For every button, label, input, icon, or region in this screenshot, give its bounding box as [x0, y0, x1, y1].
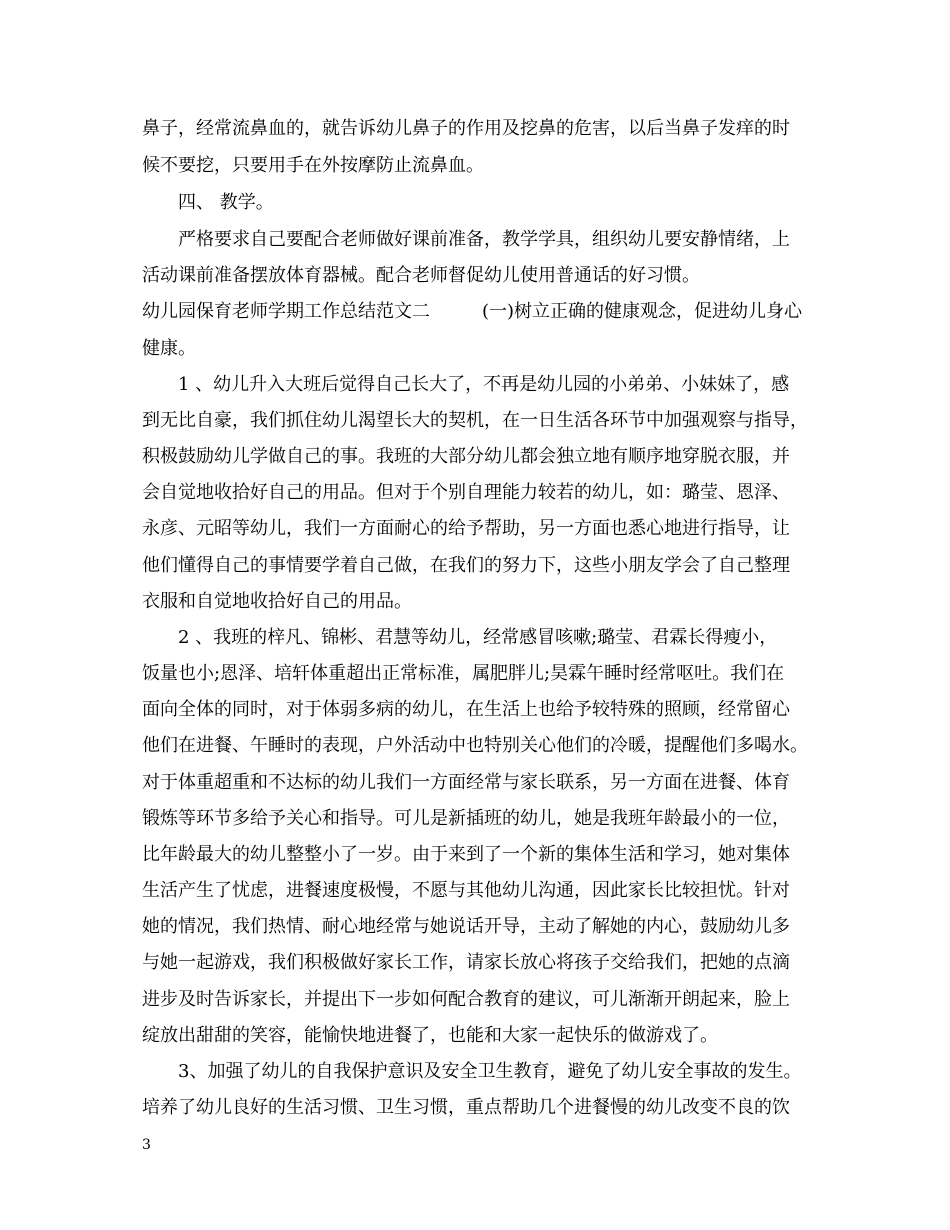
text-line: 生活产生了忧虑，进餐速度极慢，不愿与其他幼儿沟通，因此家长比较担忧。针对 — [142, 880, 790, 901]
text-line: 候不要挖，只要用手在外按摩防止流鼻血。 — [142, 155, 484, 176]
section-heading-health: (一)树立正确的健康观念，促进幼儿身心 — [482, 301, 803, 322]
text-line: 积极鼓励幼儿学做自己的事。我班的大部分幼儿都会独立地有顺序地穿脱衣服，并 — [142, 446, 790, 467]
text-line: 培养了幼儿良好的生活习惯、卫生习惯，重点帮助几个进餐慢的幼儿改变不良的饮 — [142, 1097, 790, 1118]
section-heading-teaching: 四、 教学。 — [178, 192, 274, 213]
paragraph-start: 1 、幼儿升入大班后觉得自己长大了，不再是幼儿园的小弟弟、小妹妹了，感 — [178, 374, 790, 395]
text-line: 绽放出甜甜的笑容，能愉快地进餐了，也能和大家一起快乐的做游戏了。 — [142, 1025, 718, 1046]
text-line: 他们懂得自己的事情要学着自己做，在我们的努力下，这些小朋友学会了自己整理 — [142, 555, 790, 576]
page-number: 3 — [142, 1137, 151, 1153]
text-line: 到无比自豪，我们抓住幼儿渴望长大的契机，在一日生活各环节中加强观察与指导， — [142, 410, 808, 431]
paragraph-start: 严格要求自己要配合老师做好课前准备，教学学具，组织幼儿要安静情绪，上 — [178, 229, 790, 250]
text-line: 鼻子，经常流鼻血的，就告诉幼儿鼻子的作用及挖鼻的危害，以后当鼻子发痒的时 — [142, 118, 790, 139]
text-line: 永彦、元昭等幼儿，我们一方面耐心的给予帮助，另一方面也悉心地进行指导，让 — [142, 518, 790, 539]
article-title: 幼儿园保育老师学期工作总结范文二 — [142, 301, 430, 322]
text-line: 锻炼等环节多给予关心和指导。可儿是新插班的幼儿，她是我班年龄最小的一位， — [142, 808, 790, 829]
text-line: 她的情况，我们热情、耐心地经常与她说话开导，主动了解她的内心，鼓励幼儿多 — [142, 916, 790, 937]
text-line: 比年龄最大的幼儿整整小了一岁。由于来到了一个新的集体生活和学习，她对集体 — [142, 844, 790, 865]
text-line: 对于体重超重和不达标的幼儿我们一方面经常与家长联系，另一方面在进餐、体育 — [142, 772, 790, 793]
paragraph-start: 3、加强了幼儿的自我保护意识及安全卫生教育，避免了幼儿安全事故的发生。 — [178, 1061, 802, 1082]
text-line: 衣服和自觉地收拾好自己的用品。 — [142, 591, 412, 612]
text-line: 饭量也小;恩泽、培轩体重超出正常标准，属肥胖儿;昊霖午睡时经常呕吐。我们在 — [142, 663, 785, 684]
text-line: 他们在进餐、午睡时的表现，户外活动中也特别关心他们的冷暖，提醒他们多喝水。 — [142, 735, 808, 756]
paragraph-start: 2 、我班的梓凡、锦彬、君慧等幼儿，经常感冒咳嗽;璐莹、君霖长得瘦小， — [178, 627, 778, 648]
text-line: 会自觉地收拾好自己的用品。但对于个别自理能力较若的幼儿，如：璐莹、恩泽、 — [142, 482, 790, 503]
text-line: 面向全体的同时，对于体弱多病的幼儿，在生活上也给予较特殊的照顾，经常留心 — [142, 699, 790, 720]
text-line: 活动课前准备摆放体育器械。配合老师督促幼儿使用普通话的好习惯。 — [142, 265, 700, 286]
text-line: 健康。 — [142, 338, 196, 359]
text-line: 与她一起游戏，我们积极做好家长工作，请家长放心将孩子交给我们，把她的点滴 — [142, 952, 790, 973]
text-line: 进步及时告诉家长，并提出下一步如何配合教育的建议，可儿渐渐开朗起来，脸上 — [142, 989, 790, 1010]
text-line-with-title — [142, 297, 832, 327]
